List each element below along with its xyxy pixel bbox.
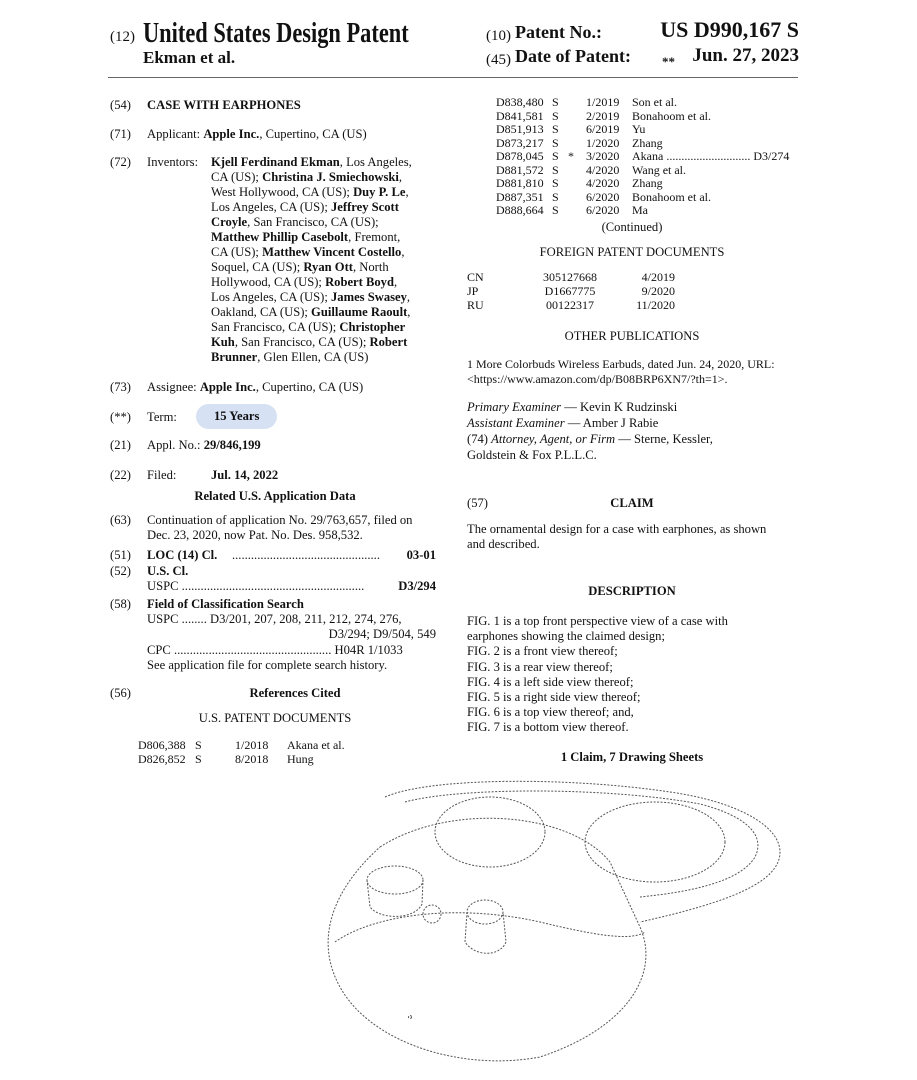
attorney-label: Attorney, Agent, or Firm (491, 432, 615, 446)
reference-star: * (568, 150, 574, 163)
reference-name: Akana ............................ D3/274 (632, 150, 789, 163)
foreign-number: 305127668 (520, 270, 620, 285)
primary-examiner-name: — Kevin K Rudzinski (561, 400, 677, 414)
reference-date: 3/2020 (586, 150, 619, 163)
foreign-country: JP (467, 284, 478, 299)
reference-date: 4/2020 (586, 177, 619, 190)
patent-no-label: Patent No.: (515, 25, 602, 40)
us-doc-k: S (195, 752, 202, 767)
left-earbud-body (367, 880, 423, 916)
continued-label: (Continued) (467, 220, 797, 235)
reference-date: 2/2019 (586, 110, 619, 123)
reference-k: S (552, 204, 559, 217)
reference-name: Son et al. (632, 96, 677, 109)
claims-sheets-count: 1 Claim, 7 Drawing Sheets (467, 750, 797, 765)
claim-line: The ornamental design for a case with earphones, as shown (467, 522, 766, 537)
reference-no: D873,217 (496, 137, 544, 150)
inventor-line: Croyle, San Francisco, CA (US); (211, 215, 441, 230)
field-search-label: Field of Classification Search (147, 597, 304, 612)
reference-name: Zhang (632, 177, 663, 190)
appl-no-value: 29/846,199 (204, 438, 261, 452)
authors: Ekman et al. (143, 50, 235, 65)
us-docs-title: U.S. PATENT DOCUMENTS (110, 711, 440, 726)
us-doc-date: 8/2018 (235, 752, 268, 767)
assistant-examiner-label: Assistant Examiner (467, 416, 565, 430)
field-code: (21) (110, 438, 131, 453)
inventor-line: Hollywood, CA (US); Robert Boyd, (211, 275, 441, 290)
case-rim (335, 913, 645, 942)
applicant-label: Applicant: (147, 127, 200, 141)
foreign-country: CN (467, 270, 484, 285)
inventors-label: Inventors: (147, 155, 198, 170)
foreign-date: 9/2020 (625, 284, 675, 299)
claim-line: and described. (467, 537, 540, 552)
reference-date: 1/2019 (586, 96, 619, 109)
primary-examiner (467, 400, 677, 415)
reference-k: S (552, 110, 559, 123)
reference-date: 1/2020 (586, 137, 619, 150)
left-earbud-top (367, 866, 423, 894)
reference-name: Bonahoom et al. (632, 110, 711, 123)
inventor-line: San Francisco, CA (US); Christopher (211, 320, 441, 335)
inventor-line: Los Angeles, CA (US); Jeffrey Scott (211, 200, 441, 215)
inventor-line: Kuh, San Francisco, CA (US); Robert (211, 335, 441, 350)
field-code: (51) (110, 548, 131, 563)
filed-label: Filed: (147, 468, 176, 483)
field-code: (72) (110, 155, 131, 170)
reference-k: S (552, 150, 559, 163)
field-code: (**) (110, 410, 131, 425)
reference-k: S (552, 191, 559, 204)
case-body-outline (328, 818, 646, 1061)
field-code: (52) (110, 564, 131, 579)
term-badge: 15 Years (196, 404, 277, 429)
reference-name: Zhang (632, 137, 663, 150)
field-search-line: USPC ........ D3/201, 207, 208, 211, 212, 274, 276, (147, 612, 402, 627)
foreign-country: RU (467, 298, 484, 313)
reference-k: S (552, 96, 559, 109)
reference-k: S (552, 137, 559, 150)
field-code: (54) (110, 98, 131, 113)
description-line: FIG. 6 is a top view thereof; and, (467, 705, 634, 720)
field-search-line: See application file for complete search history. (147, 658, 387, 673)
code-45: (45) (486, 53, 511, 68)
us-doc-name: Hung (287, 752, 314, 767)
continuation-line: Dec. 23, 2020, now Pat. No. Des. 958,532. (147, 528, 363, 543)
reference-k: S (552, 177, 559, 190)
reference-date: 6/2020 (586, 204, 619, 217)
attorney (467, 432, 713, 447)
inventor-line: Los Angeles, CA (US); James Swasey, (211, 290, 441, 305)
foreign-number: D1667775 (520, 284, 620, 299)
date-marker: ** (662, 54, 675, 69)
uspc-line: USPC .......................................................... (147, 579, 382, 594)
us-doc-k: S (195, 738, 202, 753)
description-line: FIG. 3 is a rear view thereof; (467, 660, 613, 675)
reference-name: Ma (632, 204, 648, 217)
reference-name: Bonahoom et al. (632, 191, 711, 204)
attorney-name-cont: Goldstein & Fox P.L.L.C. (467, 448, 597, 463)
patent-number: US D990,167 S (660, 22, 799, 37)
reference-k: S (552, 123, 559, 136)
loc-label: LOC (14) Cl. (147, 548, 217, 563)
reference-no: D841,581 (496, 110, 544, 123)
us-doc-name: Akana et al. (287, 738, 345, 753)
right-earbud-top (467, 900, 503, 924)
reference-no: D881,810 (496, 177, 544, 190)
foreign-number: 00122317 (520, 298, 620, 313)
loc-value: 03-01 (407, 548, 436, 563)
foreign-docs-title: FOREIGN PATENT DOCUMENTS (467, 245, 797, 260)
earphone-case-drawing (310, 772, 810, 1072)
description-line: FIG. 4 is a left side view thereof; (467, 675, 633, 690)
description-line: FIG. 7 is a bottom view thereof. (467, 720, 629, 735)
applicant-name: Apple Inc. (203, 127, 259, 141)
reference-no: D888,664 (496, 204, 544, 217)
inventor-line: CA (US); Christina J. Smiechowski, (211, 170, 441, 185)
description-line: FIG. 5 is a right side view thereof; (467, 690, 640, 705)
inventor-line: CA (US); Matthew Vincent Costello, (211, 245, 441, 260)
publication-line: <https://www.amazon.com/dp/B08BRP6XN7/?th=1>. (467, 372, 728, 387)
reference-k: S (552, 164, 559, 177)
related-data-title: Related U.S. Application Data (110, 489, 440, 504)
description-line: FIG. 1 is a top front perspective view of a case with (467, 614, 728, 629)
field-code: (73) (110, 380, 131, 395)
design-title: CASE WITH EARPHONES (147, 98, 301, 113)
code-10: (10) (486, 29, 511, 44)
us-cl-label: U.S. Cl. (147, 564, 188, 579)
applicant-location: , Cupertino, CA (US) (259, 127, 366, 141)
inventor-line: Oakland, CA (US); Guillaume Raoult, (211, 305, 441, 320)
us-doc-no: D806,388 (138, 738, 186, 753)
description-line: FIG. 2 is a front view thereof; (467, 644, 618, 659)
field-code: (71) (110, 127, 131, 142)
code-12: (12) (110, 30, 135, 45)
other-publications-title: OTHER PUBLICATIONS (467, 329, 797, 344)
claim-title: CLAIM (520, 496, 744, 511)
header-divider (108, 77, 798, 78)
field-search-line: D3/294; D9/504, 549 (329, 627, 436, 642)
reference-no: D881,572 (496, 164, 544, 177)
assistant-examiner (467, 416, 658, 431)
field-code: (56) (110, 686, 131, 701)
continuation-line: Continuation of application No. 29/763,657, filed on (147, 513, 412, 528)
patent-date: Jun. 27, 2023 (692, 48, 799, 63)
primary-examiner-label: Primary Examiner (467, 400, 561, 414)
field-code: (22) (110, 468, 131, 483)
reference-date: 6/2020 (586, 191, 619, 204)
filed-value: Jul. 14, 2022 (211, 468, 278, 483)
appl-no (147, 438, 261, 453)
status-light (409, 1016, 412, 1019)
assignee (147, 380, 363, 395)
field-code: (63) (110, 513, 131, 528)
foreign-date: 4/2019 (625, 270, 675, 285)
field-code: (74) (467, 432, 491, 446)
reference-no: D851,913 (496, 123, 544, 136)
reference-no: D887,351 (496, 191, 544, 204)
attorney-name: — Sterne, Kessler, (615, 432, 713, 446)
reference-name: Yu (632, 123, 645, 136)
patent-page (0, 0, 917, 1080)
appl-no-label: Appl. No.: (147, 438, 201, 452)
field-code: (58) (110, 597, 131, 612)
inventors-list (211, 155, 441, 365)
assignee-name: Apple Inc. (200, 380, 256, 394)
lid-cavity-right (585, 802, 725, 882)
references-cited-title: References Cited (150, 686, 440, 701)
us-cl-value: D3/294 (398, 579, 436, 594)
lid-cavity-left (435, 797, 545, 867)
reference-name: Wang et al. (632, 164, 686, 177)
assignee-location: , Cupertino, CA (US) (256, 380, 363, 394)
field-code: (57) (467, 496, 488, 511)
reference-date: 4/2020 (586, 164, 619, 177)
term-label: Term: (147, 410, 177, 425)
date-label: Date of Patent: (515, 49, 631, 64)
assistant-examiner-name: — Amber J Rabie (565, 416, 659, 430)
assignee-label: Assignee: (147, 380, 197, 394)
document-title: United States Design Patent (143, 17, 409, 51)
publication-line: 1 More Colorbuds Wireless Earbuds, dated Jun. 24, 2020, URL: (467, 357, 775, 372)
applicant (147, 127, 367, 142)
lid-inner (405, 791, 758, 897)
leader-dots: ............................................... (232, 548, 392, 563)
us-doc-no: D826,852 (138, 752, 186, 767)
inventor-line: Kjell Ferdinand Ekman, Los Angeles, (211, 155, 441, 170)
inventor-line: West Hollywood, CA (US); Duy P. Le, (211, 185, 441, 200)
description-title: DESCRIPTION (467, 584, 797, 599)
foreign-date: 11/2020 (625, 298, 675, 313)
us-doc-date: 1/2018 (235, 738, 268, 753)
reference-no: D838,480 (496, 96, 544, 109)
inventor-line: Matthew Phillip Casebolt, Fremont, (211, 230, 441, 245)
description-line: earphones showing the claimed design; (467, 629, 665, 644)
reference-no: D878,045 (496, 150, 544, 163)
field-search-line: CPC .................................................. H04R 1/1033 (147, 643, 442, 658)
reference-date: 6/2019 (586, 123, 619, 136)
inventor-line: Soquel, CA (US); Ryan Ott, North (211, 260, 441, 275)
inventor-line: Brunner, Glen Ellen, CA (US) (211, 350, 441, 365)
